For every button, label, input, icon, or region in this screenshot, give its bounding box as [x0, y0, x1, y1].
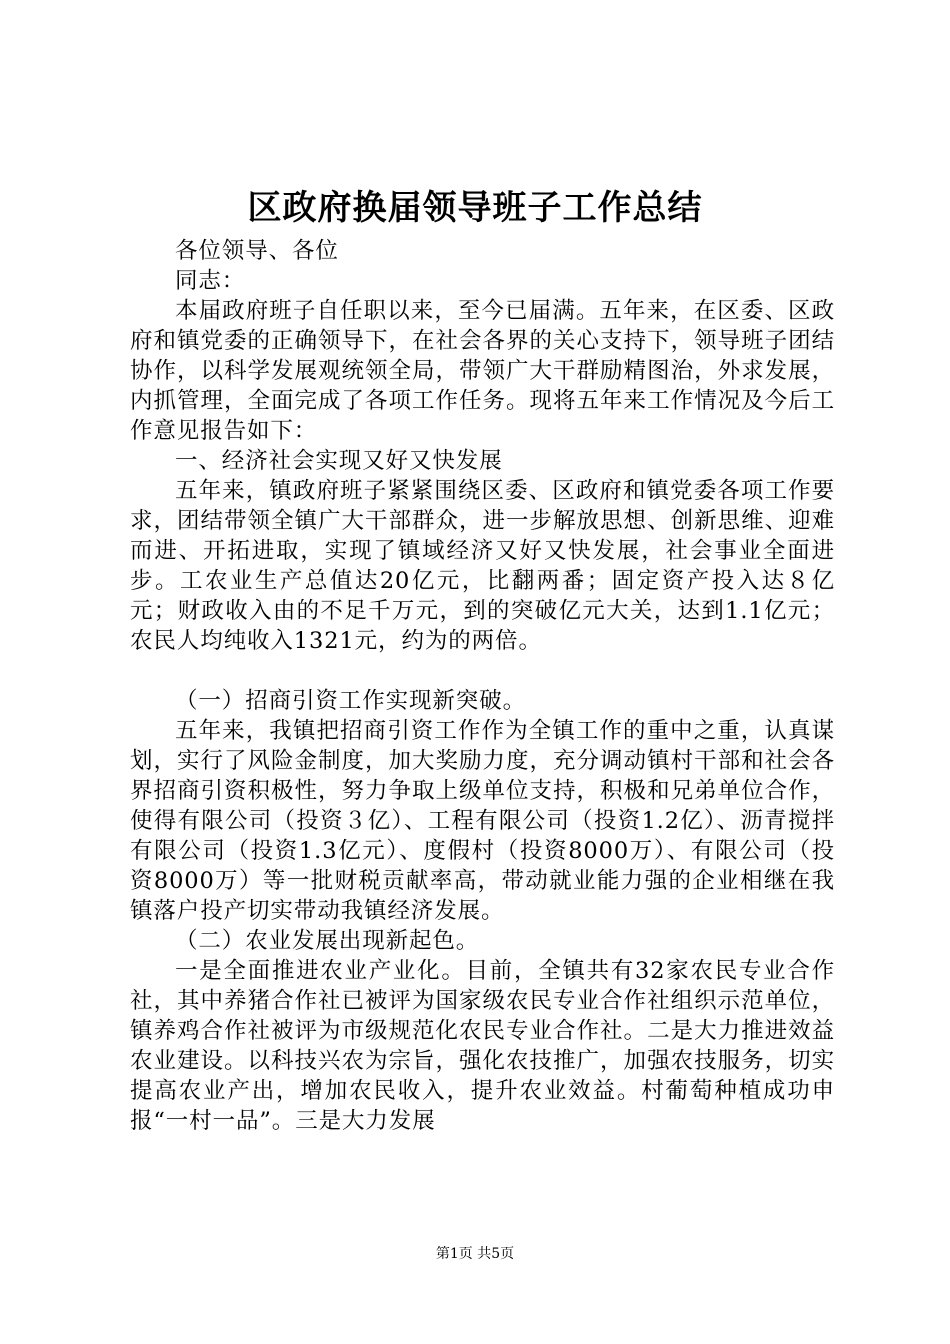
economy-paragraph: 五年来，镇政府班子紧紧围绕区委、区政府和镇党委各项工作要求，团结带领全镇广大干部群众，进一步解放思想、创新思维、迎难而进、开拓进取，实现了镇域经济又好又快发展，社会事业全面进步。工农业生产总值达20亿元，比翻两番；固定资产投入达８亿元；财政收入由的不足千万元，到的突破亿元大关，达到1.1亿元；农民人均纯收入1321元，约为的两倍。: [130, 478, 835, 654]
subsection-heading-2: （二）农业发展出现新起色。: [175, 928, 480, 954]
page-footer: 第1页 共5页: [435, 1246, 515, 1262]
salutation-line-1: 各位领导、各位: [175, 238, 339, 264]
agriculture-paragraph: 一是全面推进农业产业化。目前，全镇共有32家农民专业合作社，其中养猪合作社已被评为国家级农民专业合作社组织示范单位，镇养鸡合作社被评为市级规范化农民专业合作社。二是大力推进效益农业建设。以科技兴农为宗旨，强化农技推广，加强农技服务，切实提高农业产出，增加农民收入，提升农业效益。村葡萄种植成功申报“一村一品”。三是大力发展: [130, 958, 835, 1134]
investment-paragraph: 五年来，我镇把招商引资工作作为全镇工作的重中之重，认真谋划，实行了风险金制度，加大奖励力度，充分调动镇村干部和社会各界招商引资积极性，努力争取上级单位支持，积极和兄弟单位合作，使得有限公司（投资３亿）、工程有限公司（投资1.2亿）、沥青搅拌有限公司（投资1.3亿元）、度假村（投资8000万）、有限公司（投资8000万）等一批财税贡献率高，带动就业能力强的企业相继在我镇落户投产切实带动我镇经济发展。: [130, 718, 835, 924]
section-heading: 一、经济社会实现又好又快发展: [175, 448, 503, 474]
salutation-line-2: 同志：: [175, 268, 246, 294]
document-body: [130, 236, 835, 1136]
intro-paragraph: 本届政府班子自任职以来，至今已届满。五年来，在区委、区政府和镇党委的正确领导下，在社会各界的关心支持下，领导班子团结协作，以科学发展观统领全局，带领广大干群励精图治，外求发展，内抓管理，全面完成了各项工作任务。现将五年来工作情况及今后工作意见报告如下：: [130, 298, 835, 444]
document-title: 区政府换届领导班子工作总结: [247, 188, 703, 228]
subsection-heading-1: （一）招商引资工作实现新突破。: [175, 688, 527, 714]
